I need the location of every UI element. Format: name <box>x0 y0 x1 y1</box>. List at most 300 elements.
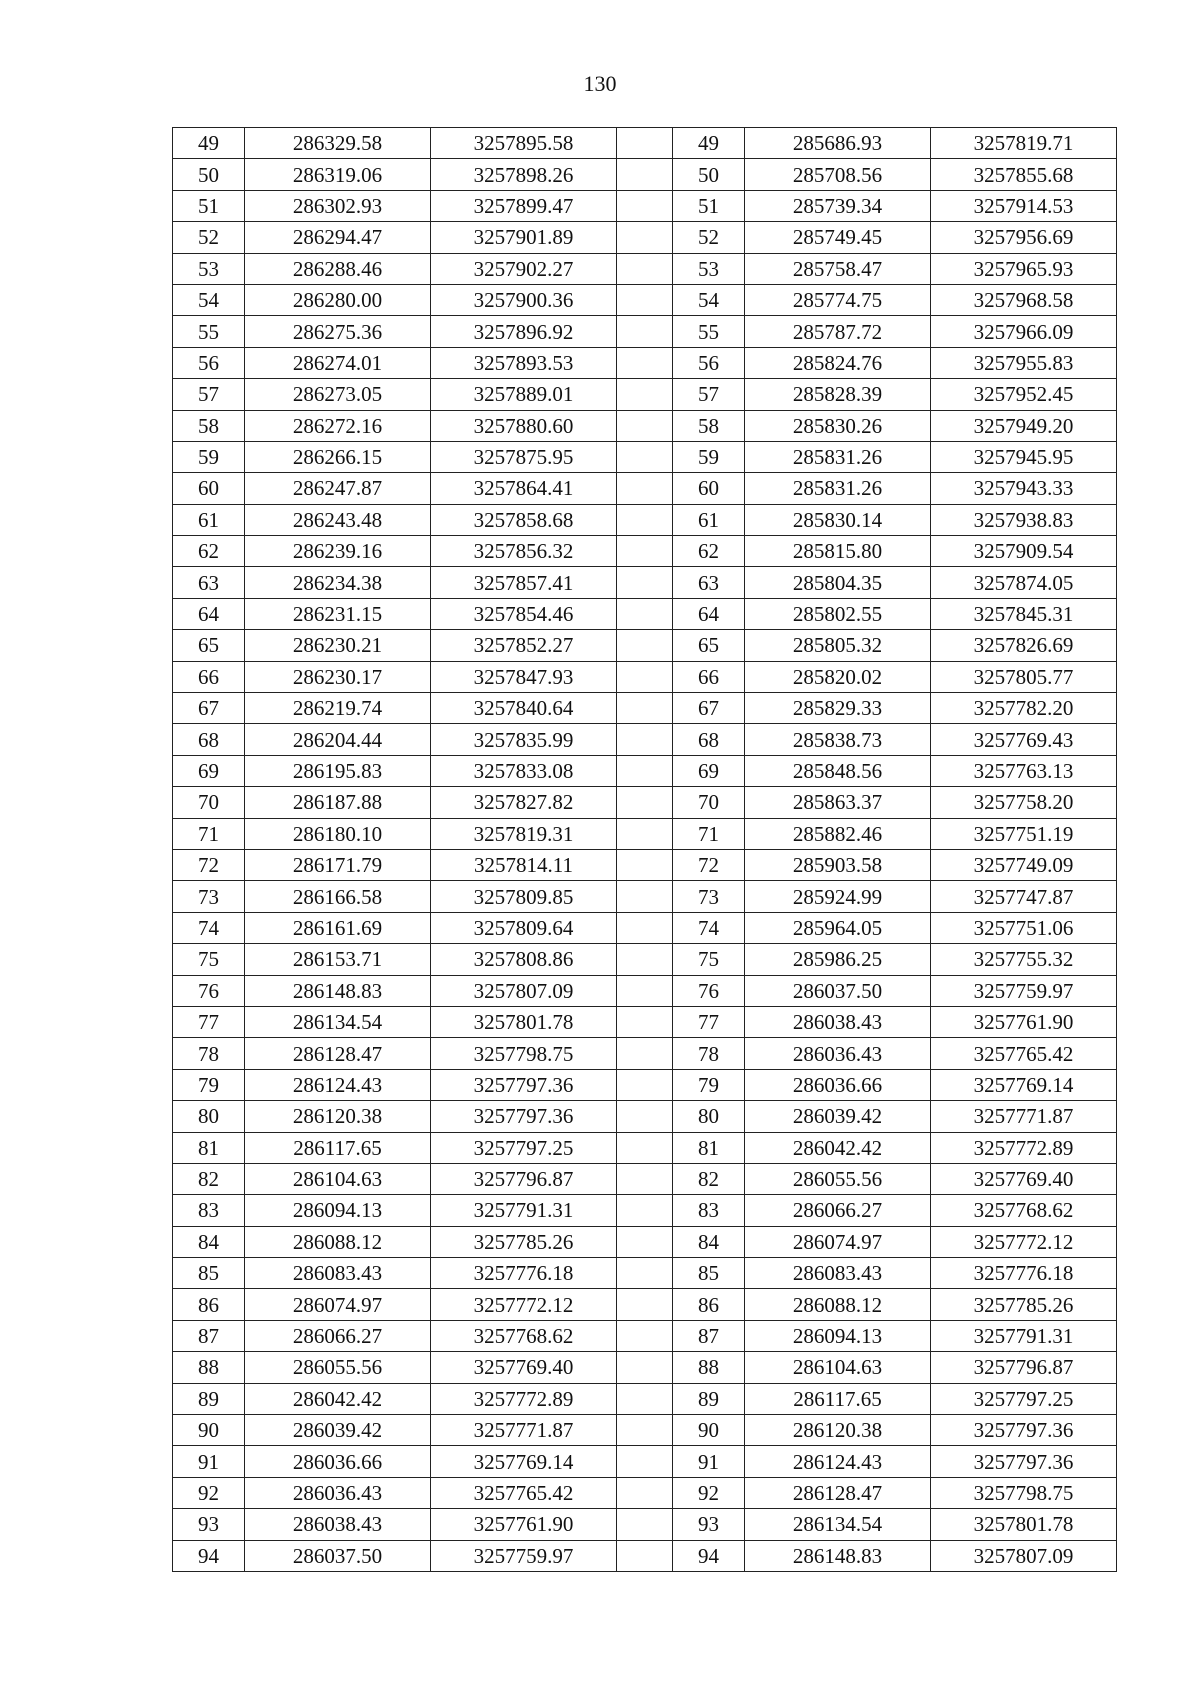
right-point-number: 86 <box>673 1289 745 1320</box>
left-x-coordinate: 286153.71 <box>245 944 431 975</box>
left-x-coordinate: 286037.50 <box>245 1540 431 1571</box>
right-y-coordinate: 3257771.87 <box>931 1101 1117 1132</box>
right-point-number: 74 <box>673 912 745 943</box>
left-y-coordinate: 3257807.09 <box>431 975 617 1006</box>
left-y-coordinate: 3257797.36 <box>431 1069 617 1100</box>
right-point-number: 73 <box>673 881 745 912</box>
right-x-coordinate: 286055.56 <box>745 1163 931 1194</box>
right-point-number: 49 <box>673 128 745 159</box>
right-point-number: 76 <box>673 975 745 1006</box>
left-y-coordinate: 3257809.85 <box>431 881 617 912</box>
right-x-coordinate: 286094.13 <box>745 1320 931 1351</box>
left-y-coordinate: 3257895.58 <box>431 128 617 159</box>
right-x-coordinate: 286117.65 <box>745 1383 931 1414</box>
left-point-number: 72 <box>173 849 245 880</box>
table-row <box>173 818 1117 849</box>
table-row <box>173 1509 1117 1540</box>
left-y-coordinate: 3257785.26 <box>431 1226 617 1257</box>
spacer-cell <box>617 1383 673 1414</box>
left-point-number: 69 <box>173 755 245 786</box>
left-x-coordinate: 286302.93 <box>245 190 431 221</box>
left-y-coordinate: 3257901.89 <box>431 222 617 253</box>
right-x-coordinate: 285863.37 <box>745 787 931 818</box>
right-y-coordinate: 3257797.36 <box>931 1415 1117 1446</box>
right-point-number: 82 <box>673 1163 745 1194</box>
table-row <box>173 1101 1117 1132</box>
spacer-cell <box>617 1289 673 1320</box>
left-x-coordinate: 286088.12 <box>245 1226 431 1257</box>
left-x-coordinate: 286039.42 <box>245 1415 431 1446</box>
spacer-cell <box>617 379 673 410</box>
right-point-number: 50 <box>673 159 745 190</box>
table-row <box>173 787 1117 818</box>
left-point-number: 67 <box>173 693 245 724</box>
right-point-number: 91 <box>673 1446 745 1477</box>
left-point-number: 56 <box>173 347 245 378</box>
right-point-number: 51 <box>673 190 745 221</box>
left-y-coordinate: 3257819.31 <box>431 818 617 849</box>
left-x-coordinate: 286275.36 <box>245 316 431 347</box>
table-row <box>173 379 1117 410</box>
right-x-coordinate: 286042.42 <box>745 1132 931 1163</box>
right-point-number: 64 <box>673 598 745 629</box>
right-y-coordinate: 3257819.71 <box>931 128 1117 159</box>
left-y-coordinate: 3257759.97 <box>431 1540 617 1571</box>
left-y-coordinate: 3257801.78 <box>431 1006 617 1037</box>
spacer-cell <box>617 473 673 504</box>
right-x-coordinate: 285986.25 <box>745 944 931 975</box>
spacer-cell <box>617 755 673 786</box>
left-point-number: 55 <box>173 316 245 347</box>
spacer-cell <box>617 787 673 818</box>
right-y-coordinate: 3257769.43 <box>931 724 1117 755</box>
right-y-coordinate: 3257874.05 <box>931 567 1117 598</box>
right-point-number: 77 <box>673 1006 745 1037</box>
right-x-coordinate: 285830.14 <box>745 504 931 535</box>
table-row <box>173 1352 1117 1383</box>
left-x-coordinate: 286288.46 <box>245 253 431 284</box>
right-y-coordinate: 3257966.09 <box>931 316 1117 347</box>
left-x-coordinate: 286272.16 <box>245 410 431 441</box>
right-point-number: 56 <box>673 347 745 378</box>
left-x-coordinate: 286171.79 <box>245 849 431 880</box>
right-point-number: 65 <box>673 630 745 661</box>
table-row <box>173 1226 1117 1257</box>
left-point-number: 88 <box>173 1352 245 1383</box>
right-y-coordinate: 3257965.93 <box>931 253 1117 284</box>
right-y-coordinate: 3257751.19 <box>931 818 1117 849</box>
spacer-cell <box>617 536 673 567</box>
table-row <box>173 975 1117 1006</box>
right-x-coordinate: 286036.66 <box>745 1069 931 1100</box>
right-x-coordinate: 285924.99 <box>745 881 931 912</box>
right-point-number: 70 <box>673 787 745 818</box>
table-row <box>173 1038 1117 1069</box>
left-y-coordinate: 3257814.11 <box>431 849 617 880</box>
right-x-coordinate: 285830.26 <box>745 410 931 441</box>
left-x-coordinate: 286094.13 <box>245 1195 431 1226</box>
right-y-coordinate: 3257968.58 <box>931 284 1117 315</box>
table-row <box>173 567 1117 598</box>
left-x-coordinate: 286219.74 <box>245 693 431 724</box>
right-x-coordinate: 285903.58 <box>745 849 931 880</box>
table-row <box>173 1540 1117 1571</box>
left-point-number: 85 <box>173 1258 245 1289</box>
left-x-coordinate: 286234.38 <box>245 567 431 598</box>
spacer-cell <box>617 1320 673 1351</box>
left-x-coordinate: 286294.47 <box>245 222 431 253</box>
spacer-cell <box>617 347 673 378</box>
right-y-coordinate: 3257747.87 <box>931 881 1117 912</box>
right-y-coordinate: 3257797.25 <box>931 1383 1117 1414</box>
left-point-number: 58 <box>173 410 245 441</box>
left-x-coordinate: 286266.15 <box>245 441 431 472</box>
right-point-number: 94 <box>673 1540 745 1571</box>
right-y-coordinate: 3257855.68 <box>931 159 1117 190</box>
right-y-coordinate: 3257772.12 <box>931 1226 1117 1257</box>
spacer-cell <box>617 253 673 284</box>
right-y-coordinate: 3257772.89 <box>931 1132 1117 1163</box>
left-point-number: 51 <box>173 190 245 221</box>
spacer-cell <box>617 1101 673 1132</box>
table-row <box>173 284 1117 315</box>
left-point-number: 52 <box>173 222 245 253</box>
right-x-coordinate: 286120.38 <box>745 1415 931 1446</box>
coordinates-table-body <box>173 128 1117 1572</box>
right-y-coordinate: 3257826.69 <box>931 630 1117 661</box>
left-x-coordinate: 286273.05 <box>245 379 431 410</box>
left-x-coordinate: 286187.88 <box>245 787 431 818</box>
left-y-coordinate: 3257852.27 <box>431 630 617 661</box>
right-point-number: 72 <box>673 849 745 880</box>
right-x-coordinate: 286039.42 <box>745 1101 931 1132</box>
right-y-coordinate: 3257845.31 <box>931 598 1117 629</box>
spacer-cell <box>617 693 673 724</box>
right-x-coordinate: 285802.55 <box>745 598 931 629</box>
right-point-number: 71 <box>673 818 745 849</box>
left-y-coordinate: 3257896.92 <box>431 316 617 347</box>
left-y-coordinate: 3257761.90 <box>431 1509 617 1540</box>
spacer-cell <box>617 1446 673 1477</box>
right-point-number: 59 <box>673 441 745 472</box>
left-y-coordinate: 3257893.53 <box>431 347 617 378</box>
right-point-number: 55 <box>673 316 745 347</box>
left-x-coordinate: 286319.06 <box>245 159 431 190</box>
right-y-coordinate: 3257805.77 <box>931 661 1117 692</box>
right-x-coordinate: 285831.26 <box>745 441 931 472</box>
table-row <box>173 755 1117 786</box>
left-x-coordinate: 286083.43 <box>245 1258 431 1289</box>
left-y-coordinate: 3257769.40 <box>431 1352 617 1383</box>
left-y-coordinate: 3257796.87 <box>431 1163 617 1194</box>
table-row <box>173 661 1117 692</box>
right-x-coordinate: 286134.54 <box>745 1509 931 1540</box>
spacer-cell <box>617 1509 673 1540</box>
right-x-coordinate: 286074.97 <box>745 1226 931 1257</box>
spacer-cell <box>617 975 673 1006</box>
table-row <box>173 347 1117 378</box>
right-point-number: 63 <box>673 567 745 598</box>
table-row <box>173 1446 1117 1477</box>
left-y-coordinate: 3257889.01 <box>431 379 617 410</box>
right-y-coordinate: 3257755.32 <box>931 944 1117 975</box>
left-y-coordinate: 3257900.36 <box>431 284 617 315</box>
table-row <box>173 849 1117 880</box>
right-point-number: 67 <box>673 693 745 724</box>
right-point-number: 93 <box>673 1509 745 1540</box>
left-point-number: 92 <box>173 1477 245 1508</box>
spacer-cell <box>617 1415 673 1446</box>
left-point-number: 64 <box>173 598 245 629</box>
right-x-coordinate: 285804.35 <box>745 567 931 598</box>
table-row <box>173 1320 1117 1351</box>
right-point-number: 87 <box>673 1320 745 1351</box>
table-row <box>173 473 1117 504</box>
spacer-cell <box>617 504 673 535</box>
spacer-cell <box>617 944 673 975</box>
spacer-cell <box>617 1006 673 1037</box>
left-point-number: 93 <box>173 1509 245 1540</box>
left-x-coordinate: 286148.83 <box>245 975 431 1006</box>
table-row <box>173 504 1117 535</box>
left-x-coordinate: 286042.42 <box>245 1383 431 1414</box>
left-y-coordinate: 3257835.99 <box>431 724 617 755</box>
left-y-coordinate: 3257771.87 <box>431 1415 617 1446</box>
left-point-number: 84 <box>173 1226 245 1257</box>
left-point-number: 75 <box>173 944 245 975</box>
coordinates-table <box>172 127 1117 1572</box>
right-point-number: 68 <box>673 724 745 755</box>
left-x-coordinate: 286104.63 <box>245 1163 431 1194</box>
left-x-coordinate: 286204.44 <box>245 724 431 755</box>
left-x-coordinate: 286166.58 <box>245 881 431 912</box>
spacer-cell <box>617 441 673 472</box>
right-x-coordinate: 285815.80 <box>745 536 931 567</box>
left-point-number: 50 <box>173 159 245 190</box>
right-x-coordinate: 285758.47 <box>745 253 931 284</box>
right-y-coordinate: 3257751.06 <box>931 912 1117 943</box>
right-x-coordinate: 285829.33 <box>745 693 931 724</box>
spacer-cell <box>617 316 673 347</box>
table-row <box>173 316 1117 347</box>
left-x-coordinate: 286280.00 <box>245 284 431 315</box>
right-x-coordinate: 286037.50 <box>745 975 931 1006</box>
right-y-coordinate: 3257949.20 <box>931 410 1117 441</box>
left-x-coordinate: 286055.56 <box>245 1352 431 1383</box>
left-x-coordinate: 286074.97 <box>245 1289 431 1320</box>
left-x-coordinate: 286329.58 <box>245 128 431 159</box>
right-point-number: 88 <box>673 1352 745 1383</box>
right-y-coordinate: 3257798.75 <box>931 1477 1117 1508</box>
right-x-coordinate: 285805.32 <box>745 630 931 661</box>
table-row <box>173 1132 1117 1163</box>
spacer-cell <box>617 284 673 315</box>
right-x-coordinate: 285828.39 <box>745 379 931 410</box>
right-x-coordinate: 286036.43 <box>745 1038 931 1069</box>
right-x-coordinate: 286148.83 <box>745 1540 931 1571</box>
right-point-number: 85 <box>673 1258 745 1289</box>
left-x-coordinate: 286230.17 <box>245 661 431 692</box>
right-point-number: 84 <box>673 1226 745 1257</box>
right-y-coordinate: 3257765.42 <box>931 1038 1117 1069</box>
left-y-coordinate: 3257772.12 <box>431 1289 617 1320</box>
table-row <box>173 1383 1117 1414</box>
right-point-number: 53 <box>673 253 745 284</box>
left-x-coordinate: 286161.69 <box>245 912 431 943</box>
spacer-cell <box>617 1195 673 1226</box>
right-y-coordinate: 3257952.45 <box>931 379 1117 410</box>
right-y-coordinate: 3257943.33 <box>931 473 1117 504</box>
table-row <box>173 1258 1117 1289</box>
spacer-cell <box>617 190 673 221</box>
left-point-number: 80 <box>173 1101 245 1132</box>
left-y-coordinate: 3257856.32 <box>431 536 617 567</box>
left-y-coordinate: 3257772.89 <box>431 1383 617 1414</box>
table-row <box>173 1006 1117 1037</box>
left-point-number: 60 <box>173 473 245 504</box>
left-point-number: 49 <box>173 128 245 159</box>
spacer-cell <box>617 818 673 849</box>
table-row <box>173 1415 1117 1446</box>
left-point-number: 74 <box>173 912 245 943</box>
spacer-cell <box>617 1226 673 1257</box>
spacer-cell <box>617 1132 673 1163</box>
left-x-coordinate: 286274.01 <box>245 347 431 378</box>
left-point-number: 54 <box>173 284 245 315</box>
right-x-coordinate: 285964.05 <box>745 912 931 943</box>
right-x-coordinate: 285824.76 <box>745 347 931 378</box>
right-x-coordinate: 285838.73 <box>745 724 931 755</box>
right-x-coordinate: 285686.93 <box>745 128 931 159</box>
left-point-number: 61 <box>173 504 245 535</box>
table-row <box>173 159 1117 190</box>
left-point-number: 62 <box>173 536 245 567</box>
left-x-coordinate: 286231.15 <box>245 598 431 629</box>
left-y-coordinate: 3257769.14 <box>431 1446 617 1477</box>
right-point-number: 58 <box>673 410 745 441</box>
left-y-coordinate: 3257858.68 <box>431 504 617 535</box>
left-y-coordinate: 3257765.42 <box>431 1477 617 1508</box>
left-point-number: 63 <box>173 567 245 598</box>
right-point-number: 89 <box>673 1383 745 1414</box>
left-y-coordinate: 3257854.46 <box>431 598 617 629</box>
left-x-coordinate: 286230.21 <box>245 630 431 661</box>
table-row <box>173 630 1117 661</box>
table-row <box>173 190 1117 221</box>
spacer-cell <box>617 1038 673 1069</box>
right-y-coordinate: 3257956.69 <box>931 222 1117 253</box>
table-row <box>173 441 1117 472</box>
left-point-number: 53 <box>173 253 245 284</box>
left-y-coordinate: 3257847.93 <box>431 661 617 692</box>
left-point-number: 83 <box>173 1195 245 1226</box>
right-y-coordinate: 3257807.09 <box>931 1540 1117 1571</box>
right-y-coordinate: 3257776.18 <box>931 1258 1117 1289</box>
spacer-cell <box>617 1163 673 1194</box>
right-point-number: 62 <box>673 536 745 567</box>
left-y-coordinate: 3257857.41 <box>431 567 617 598</box>
right-y-coordinate: 3257782.20 <box>931 693 1117 724</box>
left-x-coordinate: 286134.54 <box>245 1006 431 1037</box>
left-y-coordinate: 3257776.18 <box>431 1258 617 1289</box>
left-point-number: 86 <box>173 1289 245 1320</box>
left-x-coordinate: 286066.27 <box>245 1320 431 1351</box>
right-point-number: 52 <box>673 222 745 253</box>
right-y-coordinate: 3257759.97 <box>931 975 1117 1006</box>
right-y-coordinate: 3257796.87 <box>931 1352 1117 1383</box>
left-point-number: 59 <box>173 441 245 472</box>
right-x-coordinate: 286124.43 <box>745 1446 931 1477</box>
table-row <box>173 912 1117 943</box>
right-y-coordinate: 3257914.53 <box>931 190 1117 221</box>
table-row <box>173 222 1117 253</box>
right-point-number: 75 <box>673 944 745 975</box>
right-x-coordinate: 286128.47 <box>745 1477 931 1508</box>
right-point-number: 80 <box>673 1101 745 1132</box>
right-point-number: 60 <box>673 473 745 504</box>
left-point-number: 87 <box>173 1320 245 1351</box>
right-x-coordinate: 285708.56 <box>745 159 931 190</box>
spacer-cell <box>617 598 673 629</box>
left-y-coordinate: 3257880.60 <box>431 410 617 441</box>
left-point-number: 79 <box>173 1069 245 1100</box>
right-y-coordinate: 3257938.83 <box>931 504 1117 535</box>
left-y-coordinate: 3257875.95 <box>431 441 617 472</box>
table-row <box>173 253 1117 284</box>
left-x-coordinate: 286124.43 <box>245 1069 431 1100</box>
right-x-coordinate: 286066.27 <box>745 1195 931 1226</box>
spacer-cell <box>617 1540 673 1571</box>
left-x-coordinate: 286247.87 <box>245 473 431 504</box>
spacer-cell <box>617 661 673 692</box>
table-row <box>173 724 1117 755</box>
right-x-coordinate: 285820.02 <box>745 661 931 692</box>
right-x-coordinate: 286088.12 <box>745 1289 931 1320</box>
spacer-cell <box>617 159 673 190</box>
left-point-number: 76 <box>173 975 245 1006</box>
table-row <box>173 1477 1117 1508</box>
left-x-coordinate: 286120.38 <box>245 1101 431 1132</box>
left-point-number: 81 <box>173 1132 245 1163</box>
table-row <box>173 881 1117 912</box>
right-y-coordinate: 3257909.54 <box>931 536 1117 567</box>
page-number: 130 <box>583 71 617 96</box>
right-x-coordinate: 286038.43 <box>745 1006 931 1037</box>
left-point-number: 57 <box>173 379 245 410</box>
left-point-number: 68 <box>173 724 245 755</box>
right-y-coordinate: 3257761.90 <box>931 1006 1117 1037</box>
left-x-coordinate: 286243.48 <box>245 504 431 535</box>
right-point-number: 61 <box>673 504 745 535</box>
right-x-coordinate: 285774.75 <box>745 284 931 315</box>
right-y-coordinate: 3257785.26 <box>931 1289 1117 1320</box>
spacer-cell <box>617 1352 673 1383</box>
table-row <box>173 598 1117 629</box>
left-y-coordinate: 3257808.86 <box>431 944 617 975</box>
table-row <box>173 693 1117 724</box>
spacer-cell <box>617 630 673 661</box>
spacer-cell <box>617 1477 673 1508</box>
left-y-coordinate: 3257827.82 <box>431 787 617 818</box>
left-point-number: 71 <box>173 818 245 849</box>
spacer-cell <box>617 881 673 912</box>
left-x-coordinate: 286036.66 <box>245 1446 431 1477</box>
table-row <box>173 1289 1117 1320</box>
left-point-number: 65 <box>173 630 245 661</box>
spacer-cell <box>617 128 673 159</box>
left-y-coordinate: 3257840.64 <box>431 693 617 724</box>
right-y-coordinate: 3257769.40 <box>931 1163 1117 1194</box>
